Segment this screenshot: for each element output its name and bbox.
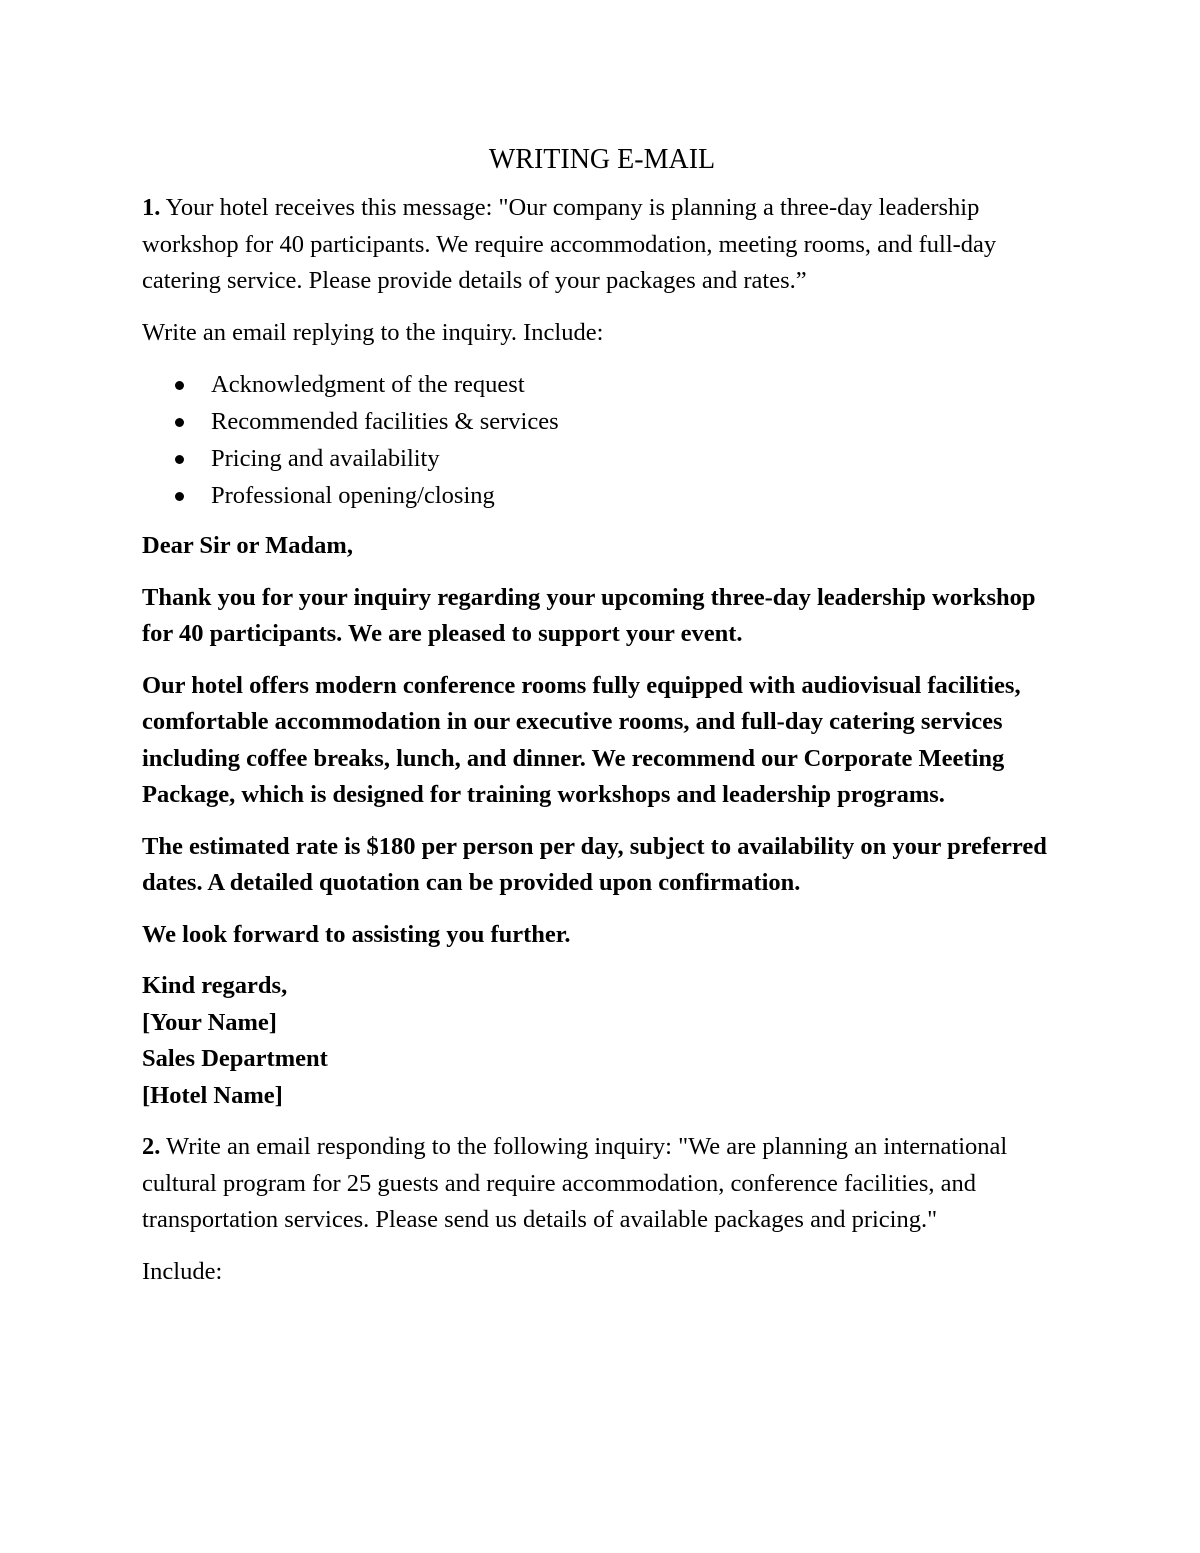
email-paragraph-pricing: The estimated rate is $180 per person per day, subject to availability on your preferred dates. A detailed quotation can be provided upon confirmation. bbox=[142, 832, 1047, 896]
question-2-prompt: Write an email responding to the following inquiry: "We are planning an international cultural program for 25 guests and require accommodation, conference facilities, and transportation services. Please send us details of available packages and pricing." bbox=[142, 1133, 1008, 1233]
email-paragraph-acknowledgment: Thank you for your inquiry regarding your upcoming three-day leadership workshop for 40 participants. We are pleased to support your event. bbox=[142, 583, 1036, 647]
bullet-icon bbox=[175, 418, 184, 427]
list-item bbox=[142, 366, 1072, 403]
list-item bbox=[142, 477, 1072, 514]
list-item-text: Recommended facilities & services bbox=[211, 408, 559, 435]
bullet-icon bbox=[175, 381, 184, 390]
email-paragraph-closing: We look forward to assisting you further. bbox=[142, 920, 571, 948]
signature-name: [Your Name] bbox=[142, 1008, 277, 1036]
signature-closing: Kind regards, bbox=[142, 972, 288, 999]
list-item-text: Pricing and availability bbox=[211, 445, 440, 472]
list-item-text: Professional opening/closing bbox=[211, 482, 495, 509]
question-1-instruction: Write an email replying to the inquiry. Include: bbox=[142, 318, 604, 346]
question-1 bbox=[142, 190, 1072, 300]
requirements-list bbox=[142, 366, 1072, 514]
email-signature bbox=[142, 968, 1072, 1114]
list-item bbox=[142, 440, 1072, 477]
question-2-number: 2. bbox=[142, 1133, 161, 1160]
bullet-icon bbox=[175, 455, 184, 464]
signature-department: Sales Department bbox=[142, 1045, 328, 1072]
question-2-instruction: Include: bbox=[142, 1257, 223, 1285]
document-page bbox=[142, 140, 1072, 1305]
list-item bbox=[142, 403, 1072, 440]
question-1-prompt: Your hotel receives this message: "Our company is planning a three-day leadership workshop for 40 participants. We require accommodation, meeting rooms, and full-day catering service. Please provide details of your packages and rates.” bbox=[142, 194, 997, 294]
email-salutation: Dear Sir or Madam, bbox=[142, 532, 353, 559]
email-paragraph-facilities: Our hotel offers modern conference rooms fully equipped with audiovisual facilities, comfortable accommodation in our executive rooms, and full-day catering services including coffee breaks, lunch, and dinner. We recommend our Corporate Meeting Package, which is designed for training workshops and leadership programs. bbox=[142, 671, 1021, 808]
page-title: WRITING E-MAIL bbox=[488, 144, 716, 175]
question-1-number: 1. bbox=[142, 194, 161, 221]
question-2 bbox=[142, 1129, 1072, 1239]
bullet-icon bbox=[175, 492, 184, 501]
signature-hotel: [Hotel Name] bbox=[142, 1081, 283, 1109]
list-item-text: Acknowledgment of the request bbox=[211, 371, 525, 398]
